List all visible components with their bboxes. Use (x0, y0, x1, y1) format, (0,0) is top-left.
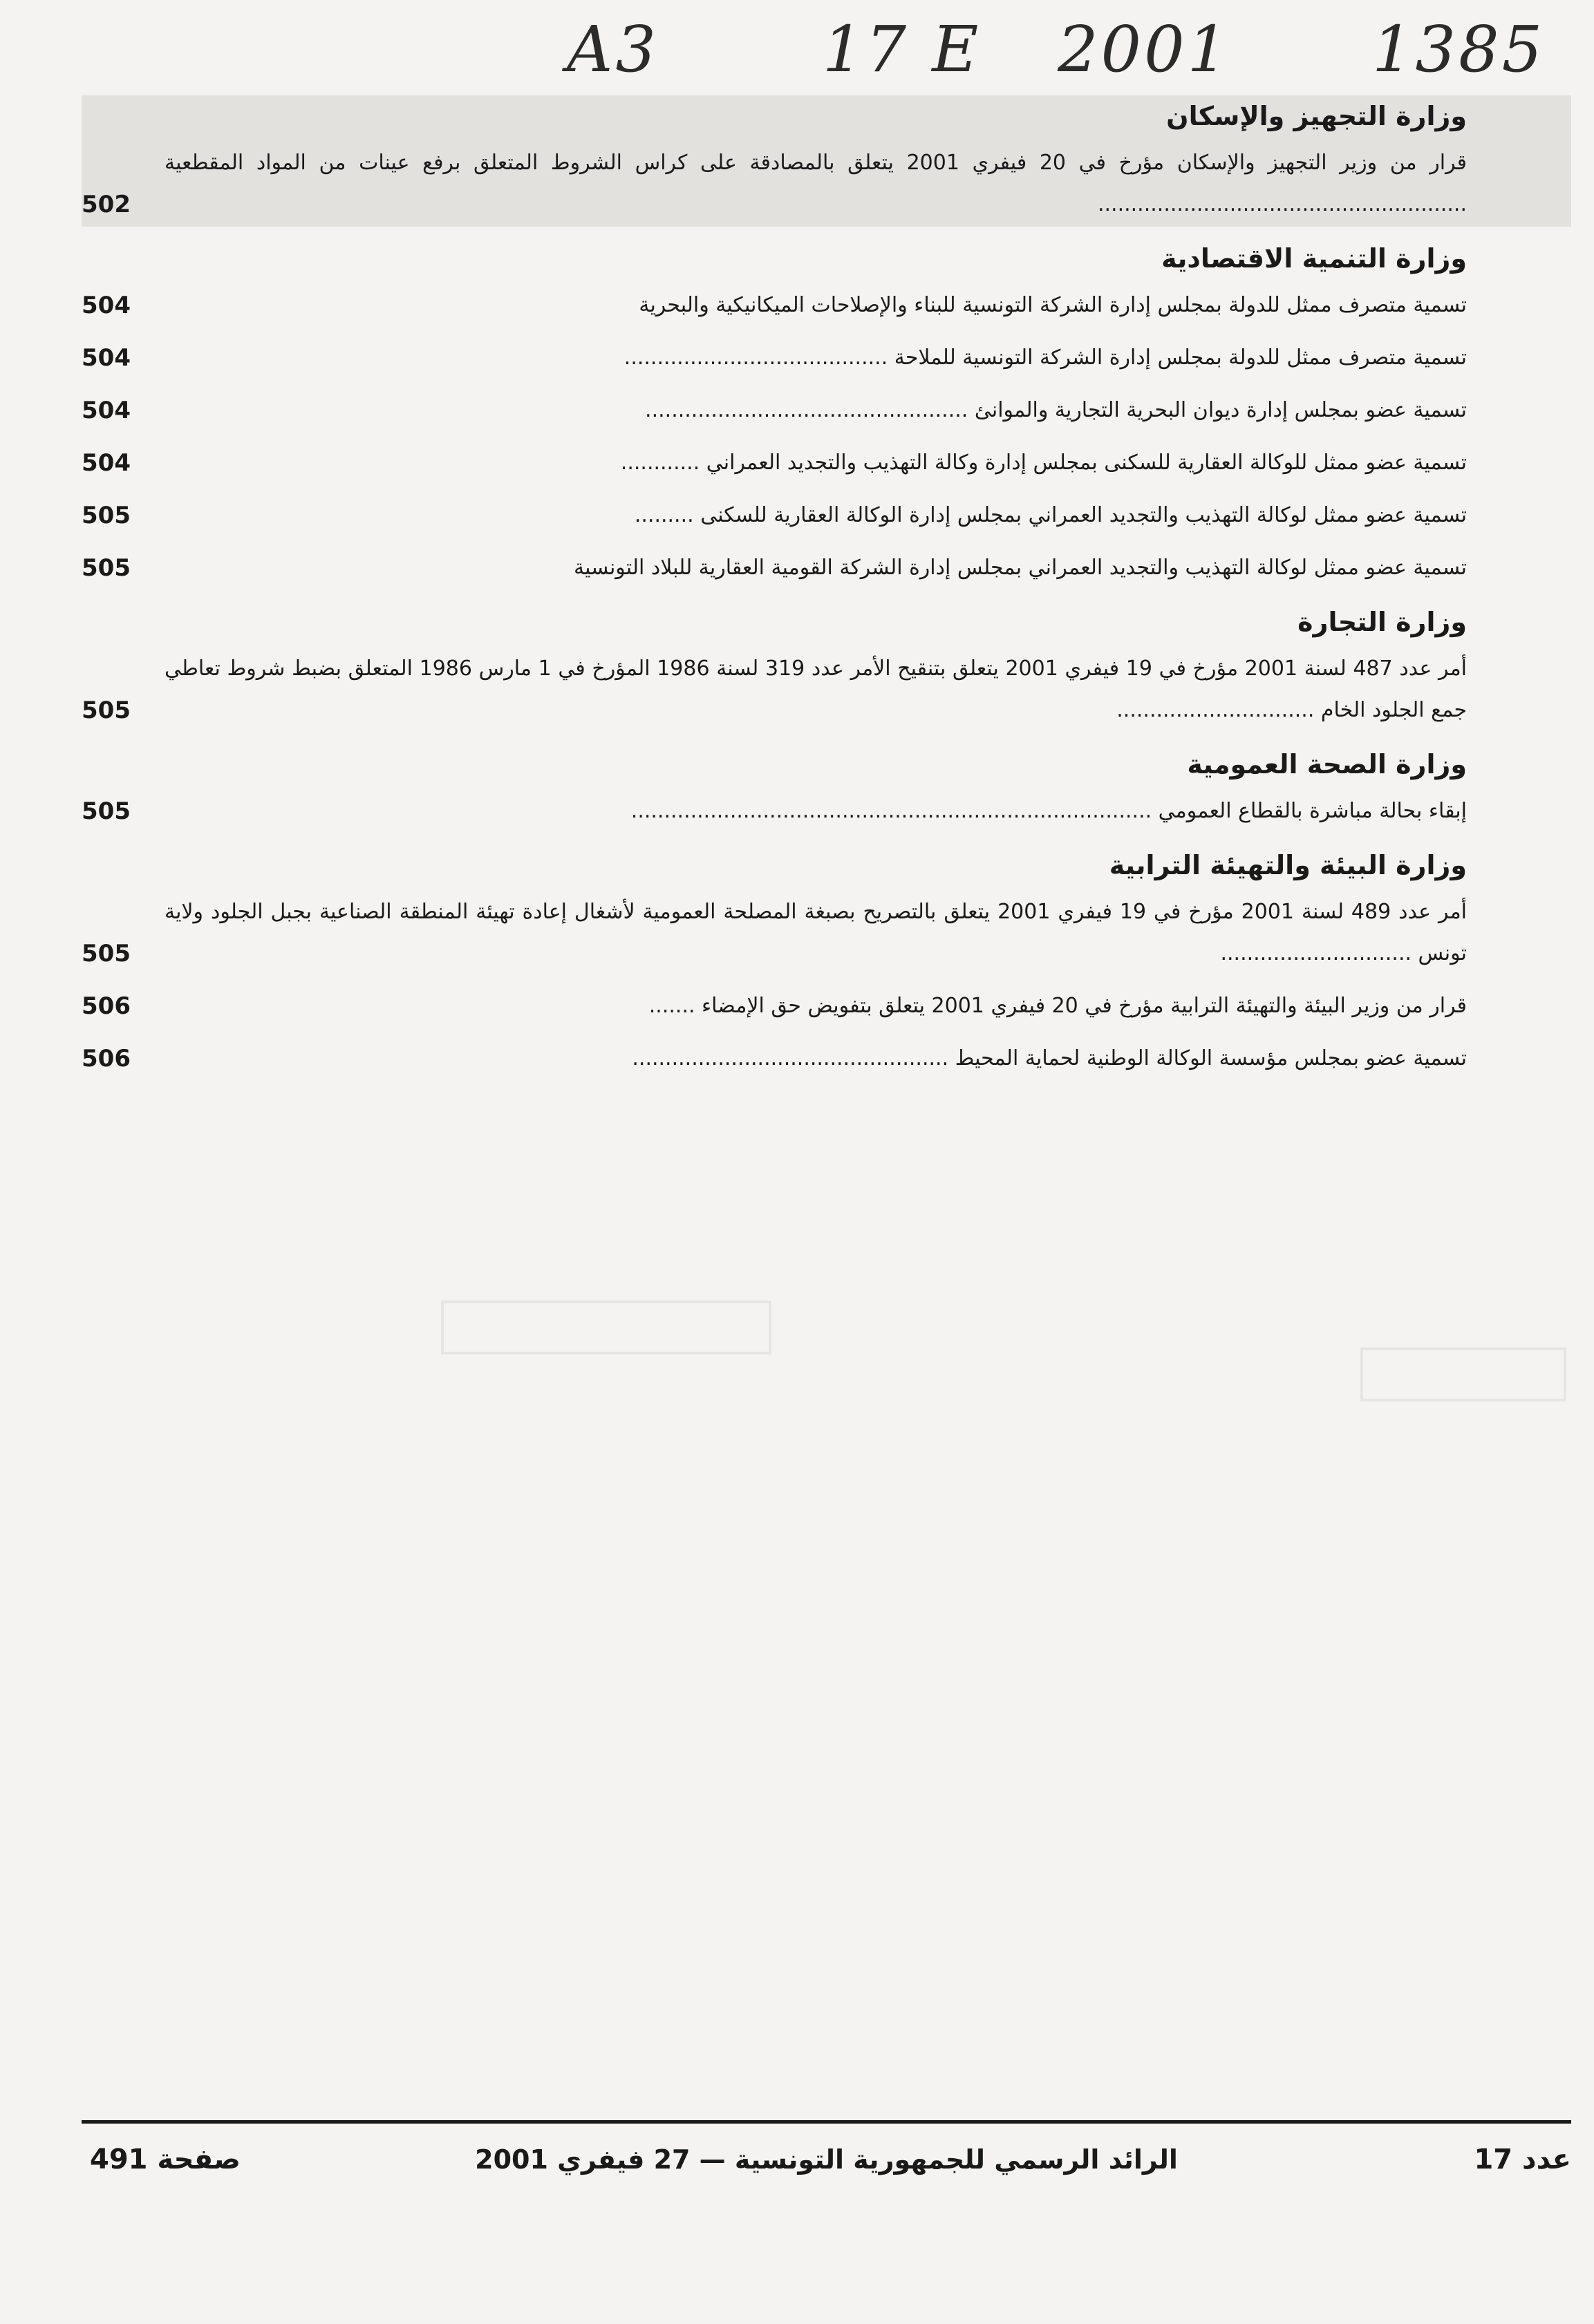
toc-entry (82, 495, 1471, 536)
entry-page-number: 505 (82, 502, 131, 529)
handwritten-year: 2001 (1058, 12, 1231, 86)
entry-page-number: 506 (82, 1045, 131, 1073)
entry-text: تسمية متصرف ممثل للدولة بمجلس إدارة الشركة التونسية للبناء والإصلاحات الميكانيكية والبحرية (639, 293, 1467, 317)
page-footer (82, 2132, 1571, 2187)
entry-page-number: 504 (82, 397, 131, 424)
entry-text: أمر عدد 489 لسنة 2001 مؤرخ في 19 فيفري 2001 يتعلق بالتصريح بصبغة المصلحة العمومية لأشغال إعادة تهيئة المنطقة الصناعية بجبل الجلود ولاية تونس ............................. (165, 900, 1467, 965)
entry-text: تسمية متصرف ممثل للدولة بمجلس إدارة الشركة التونسية للملاحة ........................................ (623, 346, 1467, 370)
entry-page-number: 505 (82, 797, 131, 825)
show-through-box (1360, 1348, 1566, 1401)
footer-rule (82, 2120, 1571, 2124)
entry-text: تسمية عضو بمجلس مؤسسة الوكالة الوطنية لحماية المحيط ................................................ (632, 1046, 1467, 1070)
entry-page-number: 504 (82, 292, 131, 319)
show-through-box (441, 1301, 771, 1354)
handwritten-day: 17 E (823, 12, 982, 86)
entry-text: أمر عدد 487 لسنة 2001 مؤرخ في 19 فيفري 2001 يتعلق بتنقيح الأمر عدد 319 لسنة 1986 المؤرخ في 1 مارس 1986 المتعلق بضبط شروط تعاطي جمع الجلود الخام .............................. (165, 656, 1467, 722)
toc-section (82, 844, 1471, 1079)
toc-section (82, 601, 1471, 731)
entry-page-number: 505 (82, 697, 131, 724)
toc-entry (82, 985, 1471, 1027)
toc-section (82, 238, 1471, 589)
entry-text: قرار من وزير التجهيز والإسكان مؤرخ في 20 فيفري 2001 يتعلق بالمصادقة على كراس الشروط المتعلق برفع عينات من المواد المقطعية ........................................................ (165, 151, 1467, 216)
entry-text: تسمية عضو ممثل للوكالة العقارية للسكنى بمجلس إدارة وكالة التهذيب والتجديد العمراني ............ (620, 451, 1467, 475)
entry-page-number: 502 (82, 191, 131, 218)
entry-page-number: 504 (82, 344, 131, 372)
entry-page-number: 506 (82, 992, 131, 1020)
handwritten-number: 1385 (1372, 12, 1546, 86)
publication-title: الرائد الرسمي للجمهورية التونسية — 27 فيفري 2001 (475, 2144, 1178, 2175)
entry-text: تسمية عضو ممثل لوكالة التهذيب والتجديد العمراني بمجلس إدارة الوكالة العقارية للسكنى ......... (634, 503, 1467, 527)
toc-entry (82, 442, 1471, 484)
toc-section (82, 95, 1471, 225)
ministry-title: وزارة التجهيز والإسكان (1166, 101, 1467, 131)
handwritten-annotations (0, 0, 1594, 90)
toc-entry (82, 891, 1471, 974)
show-through-texture (82, 1299, 1571, 2059)
entry-text: قرار من وزير البيئة والتهيئة الترابية مؤرخ في 20 فيفري 2001 يتعلق بتفويض حق الإمضاء ....... (648, 994, 1467, 1018)
entry-text: تسمية عضو ممثل لوكالة التهذيب والتجديد العمراني بمجلس إدارة الشركة القومية العقارية للبلاد التونسية (574, 556, 1467, 580)
entry-page-number: 504 (82, 449, 131, 477)
toc-entry (82, 1038, 1471, 1079)
entry-page-number: 505 (82, 940, 131, 967)
toc-entry (82, 390, 1471, 431)
entry-page-number: 505 (82, 554, 131, 582)
entry-text: إبقاء بحالة مباشرة بالقطاع العمومي ............................................................................... (630, 799, 1467, 823)
table-of-contents (82, 91, 1471, 1092)
entry-text: تسمية عضو بمجلس إدارة ديوان البحرية التجارية والموانئ ................................................. (645, 398, 1467, 422)
ministry-title: وزارة الصحة العمومية (1187, 749, 1467, 780)
toc-entry (82, 285, 1471, 326)
ministry-title: وزارة التنمية الاقتصادية (1161, 243, 1467, 274)
toc-entry (82, 337, 1471, 379)
toc-entry (82, 547, 1471, 589)
ministry-title: وزارة البيئة والتهيئة الترابية (1109, 850, 1467, 880)
issue-number: عدد 17 (1474, 2144, 1571, 2175)
ministry-title: وزارة التجارة (1297, 607, 1467, 637)
page-number: صفحة 491 (90, 2144, 241, 2175)
toc-section (82, 744, 1471, 832)
toc-entry (82, 648, 1471, 731)
toc-entry (82, 791, 1471, 832)
handwritten-reference: A3 (567, 12, 659, 86)
toc-entry (82, 142, 1471, 225)
